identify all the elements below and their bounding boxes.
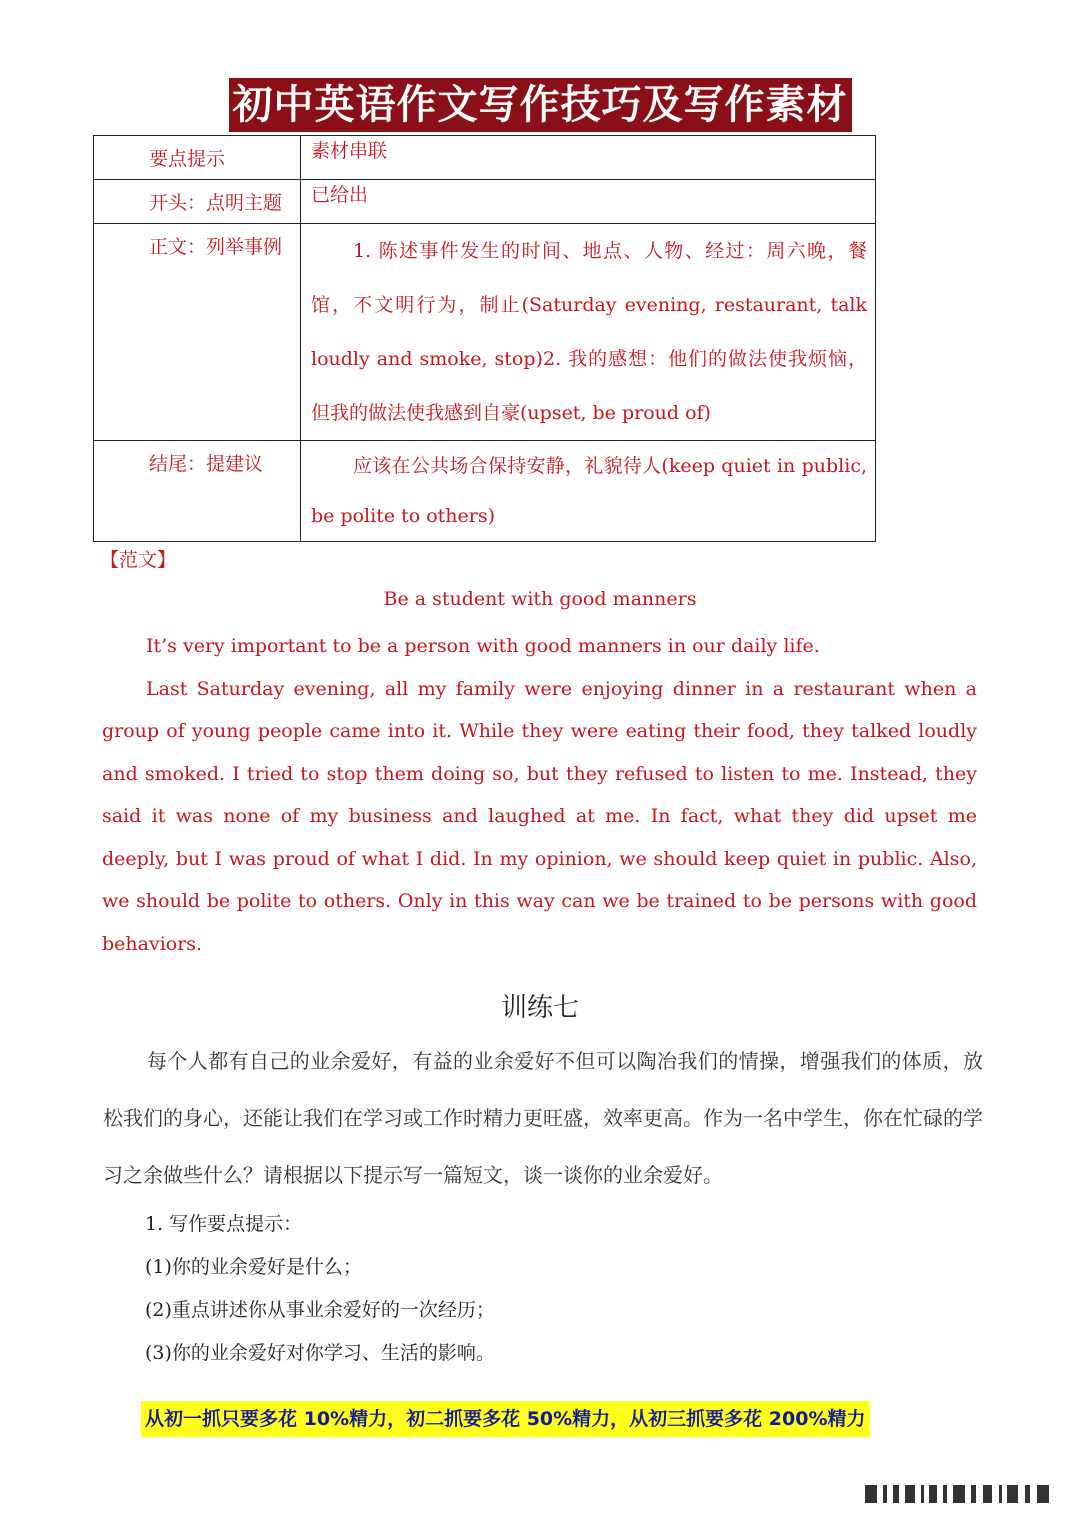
table-row-content: 1. 陈述事件发生的时间、地点、人物、经过：周六晚，餐馆，不文明行为，制止(Saturday evening, restaurant, talk loudly and smoke, stop)2. 我的感想：他们的做法使我烦恼，但我的做法使我感到自豪(upset, be proud of) [301, 224, 876, 441]
point-item: (3)你的业余爱好对你学习、生活的影响。 [145, 1342, 495, 1364]
writing-points [145, 1203, 495, 1375]
table-row-label: 结尾：提建议 [94, 441, 301, 542]
barcode-bar [1037, 1485, 1049, 1503]
table-header-right: 素材串联 [301, 136, 876, 180]
watermark-barcode-icon [865, 1485, 1055, 1505]
point-item: (1)你的业余爱好是什么； [145, 1256, 362, 1278]
barcode-bar [999, 1485, 1002, 1503]
barcode-bar [943, 1485, 947, 1503]
table-row-label: 开头：点明主题 [94, 180, 301, 224]
point-item: (2)重点讲述你从事业余爱好的一次经历； [145, 1299, 495, 1321]
points-heading: 1. 写作要点提示： [145, 1213, 303, 1235]
barcode-bar [1007, 1485, 1018, 1503]
barcode-bar [883, 1485, 887, 1503]
essay-body [102, 625, 977, 965]
table-row-ending [94, 441, 876, 542]
highlight-banner: 从初一抓只要多花 10%精力，初二抓要多花 50%精力，从初三抓要多花 200%精力 [141, 1401, 870, 1437]
exercise-intro: 每个人都有自己的业余爱好，有益的业余爱好不但可以陶冶我们的情操，增强我们的体质，放松我们的身心，还能让我们在学习或工作时精力更旺盛，效率更高。作为一名中学生，你在忙碌的学习之余做些什么？请根据以下提示写一篇短文，谈一谈你的业余爱好。 [103, 1049, 983, 1187]
barcode-bar [893, 1485, 899, 1503]
table-header-row [94, 136, 876, 180]
table-row-label: 正文：列举事例 [94, 224, 301, 441]
table-row-content: 已给出 [301, 180, 876, 224]
barcode-bar [983, 1485, 992, 1503]
essay-paragraph: It’s very important to be a person with good manners in our daily life. [146, 635, 820, 657]
table-row-opening [94, 180, 876, 224]
table-header-left: 要点提示 [94, 136, 301, 180]
banner-wrapper [141, 1401, 870, 1437]
exercise-title: 训练七 [500, 993, 579, 1023]
barcode-bar [905, 1485, 915, 1503]
page-title: 初中英语作文写作技巧及写作素材 [229, 78, 852, 132]
table-row-content: 应该在公共场合保持安静，礼貌待人(keep quiet in public, be polite to others) [301, 441, 876, 542]
tips-table [93, 135, 876, 542]
essay-title: Be a student with good manners [383, 588, 697, 610]
barcode-bar [865, 1485, 877, 1503]
sample-label: 【范文】 [100, 549, 177, 571]
barcode-bar [953, 1485, 965, 1503]
barcode-bar [921, 1485, 924, 1503]
title-wrapper [0, 78, 1080, 132]
essay-paragraph: Last Saturday evening, all my family were enjoying dinner in a restaurant when a group of young people came into it. While they were eating their food, they talked loudly and smoked. I tried to stop them doing so, but they refused to listen to me. Instead, they said it was none of my business and laughed at me. In fact, what they did upset me deeply, but I was proud of what I did. In my opinion, we should keep quiet in public. Also, we should be polite to others. Only in this way can we be trained to be persons with good behaviors. [102, 677, 977, 955]
barcode-bar [929, 1485, 937, 1503]
barcode-bar [971, 1485, 976, 1503]
table-row-body [94, 224, 876, 441]
barcode-bar [1025, 1485, 1030, 1503]
